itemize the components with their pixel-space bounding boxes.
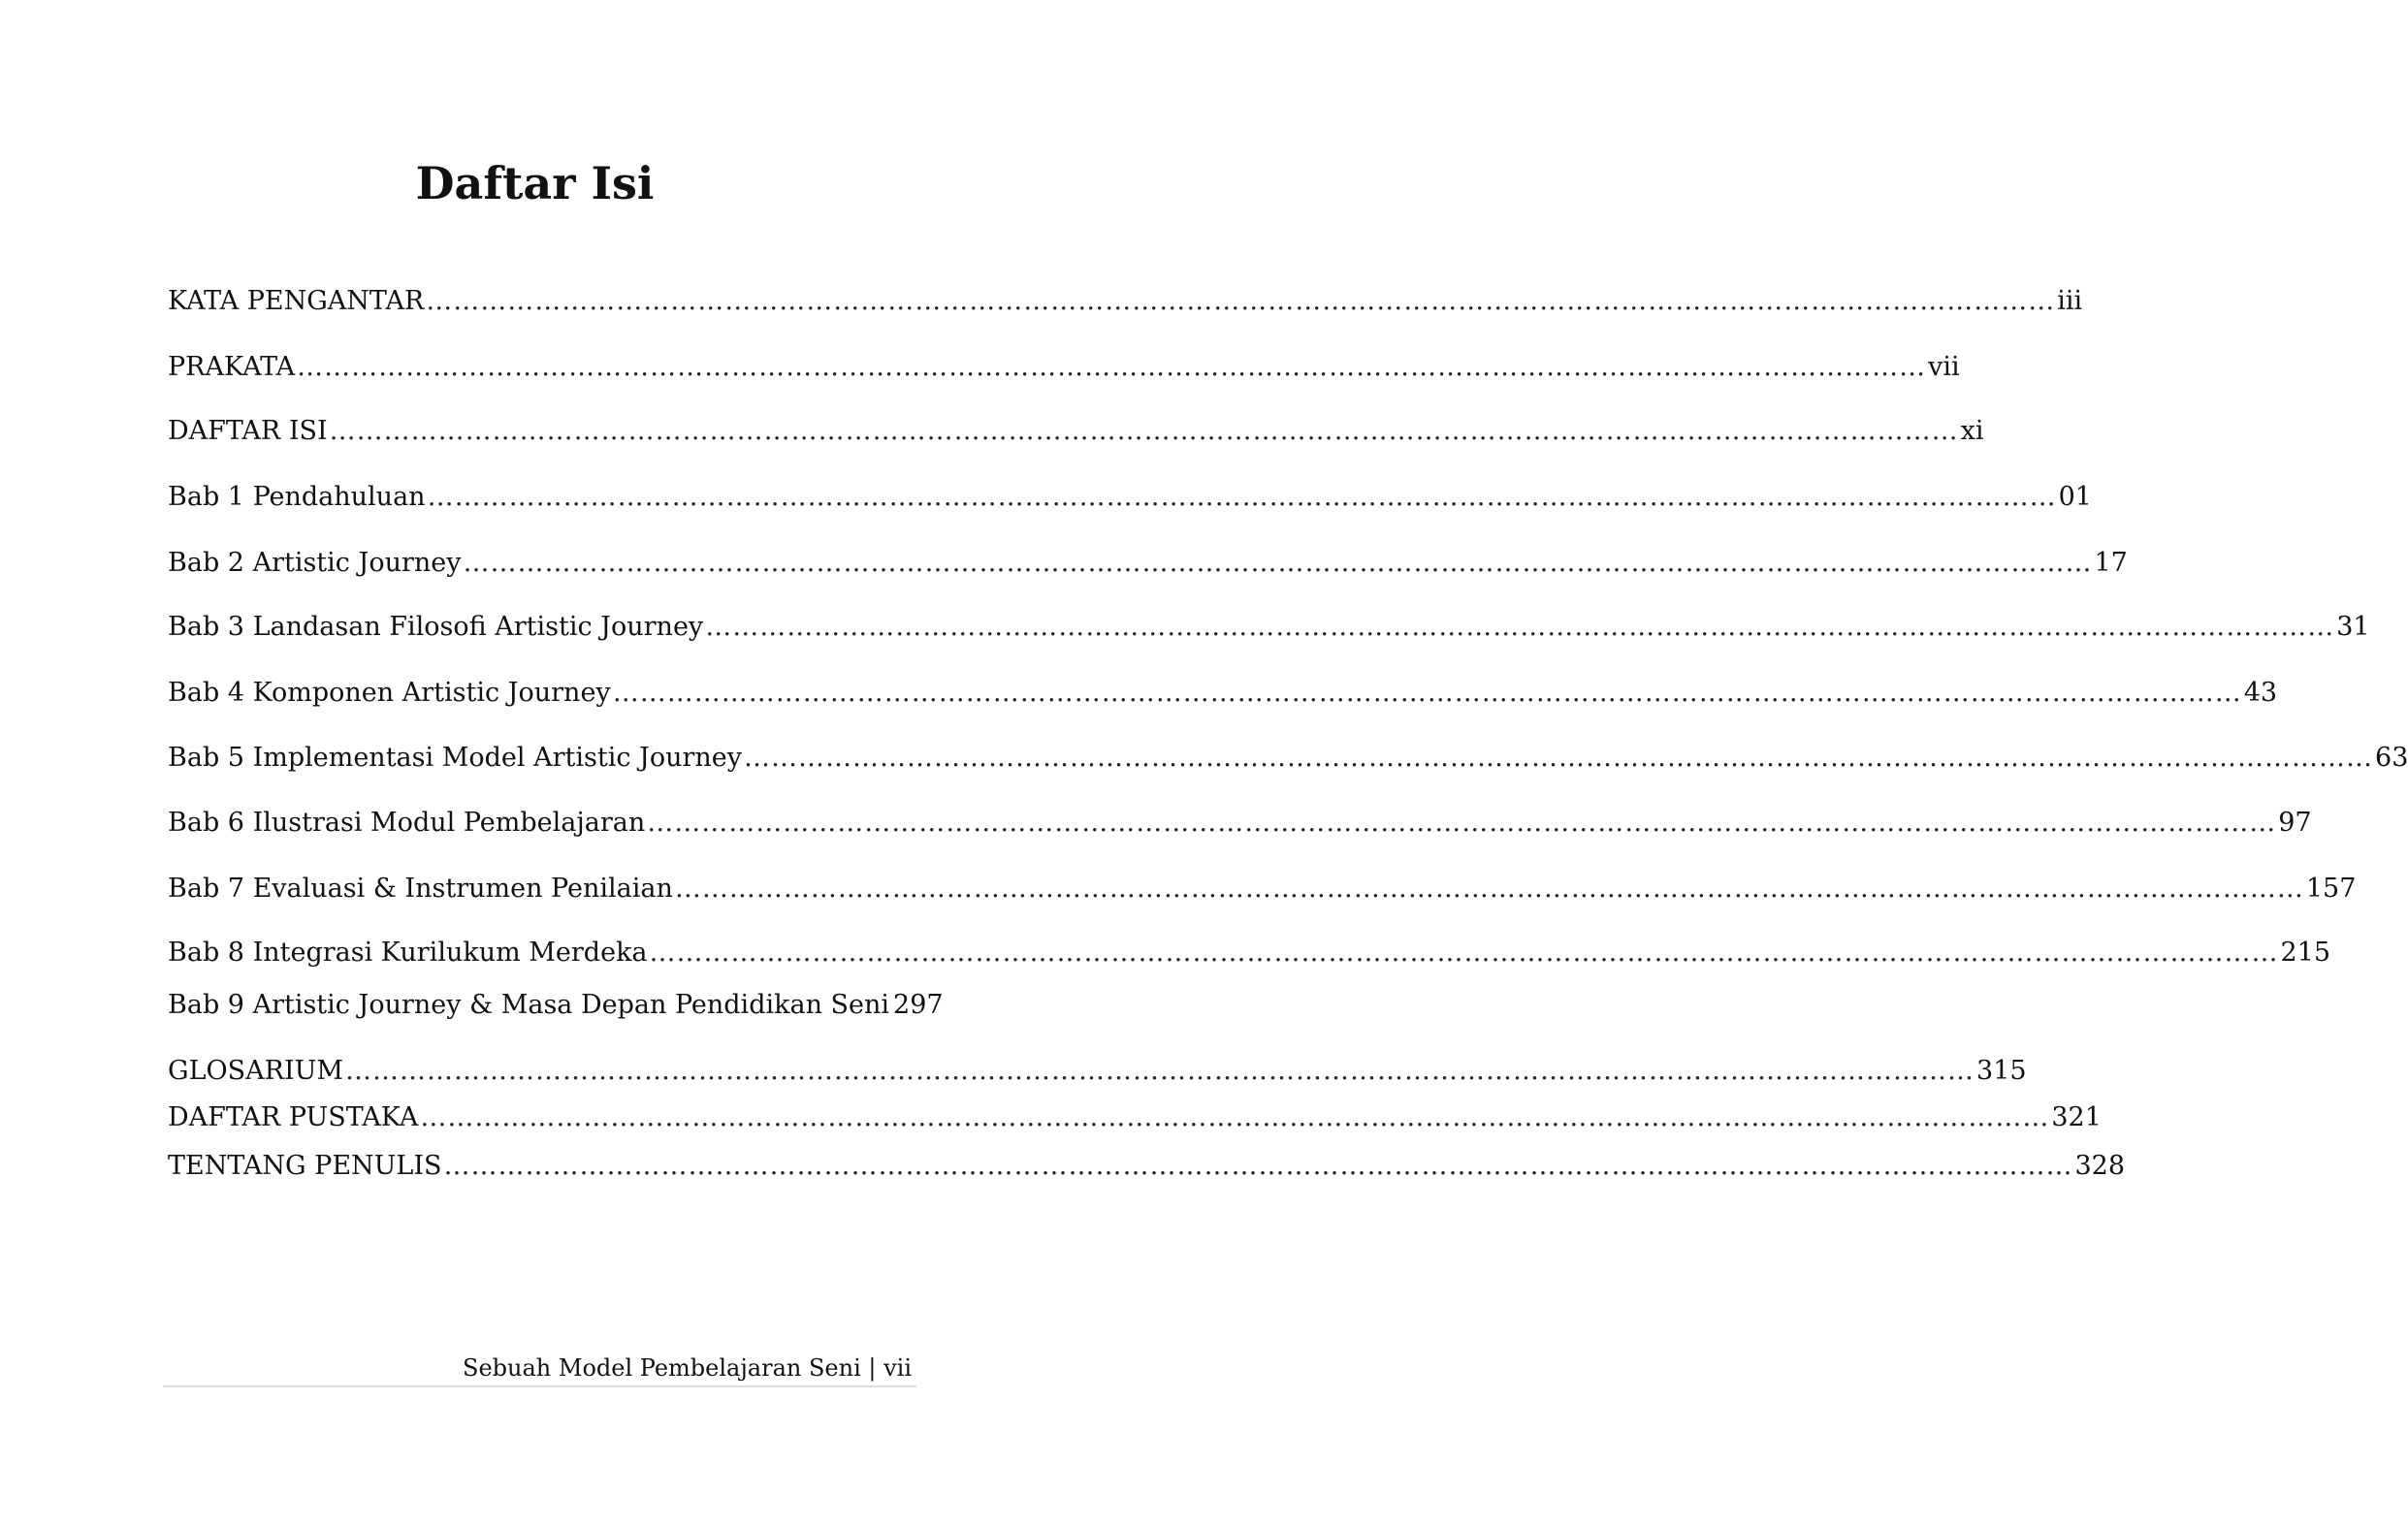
dot-leader [420, 1098, 2049, 1137]
page-footer: Sebuah Model Pembelajaran Seni | vii [463, 1354, 912, 1382]
toc-entry-page: 321 [2051, 1102, 2102, 1132]
toc-entry-bab-8[interactable] [168, 934, 2331, 972]
toc-entry-bab-6[interactable] [168, 804, 2312, 843]
toc-entry-bab-5[interactable] [168, 739, 2408, 778]
toc-entry-tentang-penulis[interactable] [168, 1147, 2126, 1186]
toc-entry-label: Bab 8 Integrasi Kurilukum Merdeka [168, 938, 648, 968]
toc-entry-bab-2[interactable] [168, 544, 2128, 583]
toc-entry-label: TENTANG PENULIS [168, 1151, 442, 1181]
dot-leader [744, 739, 2373, 778]
toc-entry-bab-9[interactable] [168, 986, 944, 1025]
toc-entry-label: Bab 4 Komponen Artistic Journey [168, 678, 611, 708]
toc-entry-page: 63 [2375, 743, 2408, 773]
toc-entry-label: DAFTAR ISI [168, 416, 328, 446]
toc-entry-label: GLOSARIUM [168, 1056, 344, 1086]
footer-divider [163, 1385, 916, 1387]
dot-leader [675, 870, 2304, 908]
toc-entry-page: 328 [2074, 1151, 2126, 1181]
page-title: Daftar Isi [415, 157, 655, 209]
toc-entry-page: 157 [2305, 874, 2357, 904]
toc-entry-prakata[interactable] [168, 348, 1960, 387]
toc-entry-label: Bab 6 Ilustrasi Modul Pembelajaran [168, 808, 646, 838]
toc-entry-page: 43 [2243, 678, 2278, 708]
toc-entry-label: PRAKATA [168, 352, 296, 382]
toc-entry-label: Bab 3 Landasan Filosofi Artistic Journey [168, 612, 704, 642]
toc-entry-bab-4[interactable] [168, 674, 2278, 713]
dot-leader [647, 804, 2276, 843]
dot-leader [345, 1052, 1975, 1091]
toc-entry-page: 01 [2058, 482, 2092, 512]
toc-entry-label: Bab 1 Pendahuluan [168, 482, 426, 512]
toc-entry-page: 17 [2094, 548, 2128, 578]
dot-leader [297, 348, 1926, 387]
toc-entry-bab-7[interactable] [168, 870, 2357, 908]
toc-entry-label: Bab 5 Implementasi Model Artistic Journey [168, 743, 743, 773]
toc-entry-label: Bab 9 Artistic Journey & Masa Depan Pendidikan Seni [168, 990, 890, 1020]
dot-leader [464, 544, 2093, 583]
toc-entry-page: iii [2057, 286, 2083, 316]
dot-leader [444, 1147, 2073, 1186]
dot-leader [613, 674, 2242, 713]
toc-entry-page: vii [1928, 352, 1960, 382]
toc-entry-page: 297 [893, 990, 944, 1020]
dot-leader [428, 478, 2057, 517]
toc-entry-label: Bab 2 Artistic Journey [168, 548, 462, 578]
toc-entry-label: KATA PENGANTAR [168, 286, 425, 316]
dot-leader [426, 282, 2055, 321]
toc-entry-bab-1[interactable] [168, 478, 2092, 517]
toc-entry-page: 97 [2278, 808, 2312, 838]
toc-entry-daftar-isi[interactable] [168, 412, 1984, 451]
dot-leader [705, 608, 2334, 647]
toc-entry-kata-pengantar[interactable] [168, 282, 2083, 321]
toc-entry-bab-3[interactable] [168, 608, 2370, 647]
toc-entry-page: 315 [1976, 1056, 2027, 1086]
toc-entry-page: 31 [2336, 612, 2370, 642]
toc-entry-page: 215 [2280, 938, 2331, 968]
toc-entry-daftar-pustaka[interactable] [168, 1098, 2102, 1137]
dot-leader [650, 934, 2279, 972]
toc-entry-glosarium[interactable] [168, 1052, 2027, 1091]
dot-leader [330, 412, 1959, 451]
toc-entry-label: Bab 7 Evaluasi & Instrumen Penilaian [168, 874, 673, 904]
toc-entry-label: DAFTAR PUSTAKA [168, 1102, 419, 1132]
toc-entry-page: xi [1960, 416, 1984, 446]
